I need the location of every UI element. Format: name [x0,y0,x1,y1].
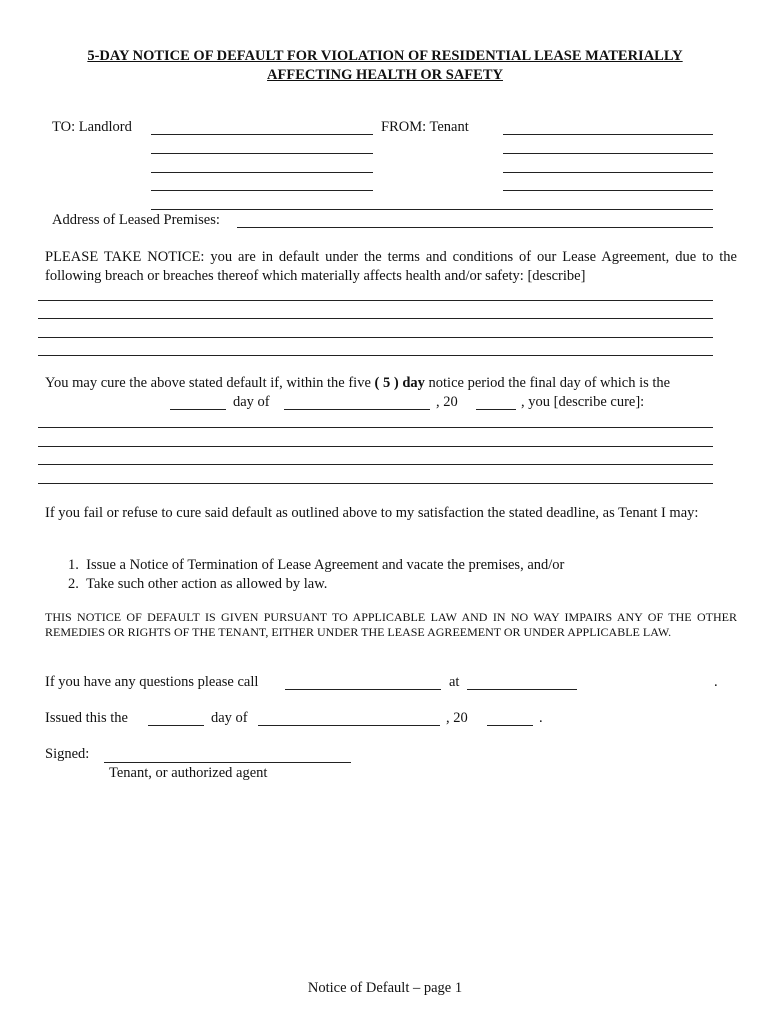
issued-year-prefix: , 20 [446,710,468,726]
issued-period: . [539,710,543,726]
page-footer: Notice of Default – page 1 [307,980,463,996]
signature-caption: Tenant, or authorized agent [109,765,268,781]
cure-line-4[interactable] [38,483,713,484]
landlord-name-line[interactable] [151,134,373,135]
cure-period-bold: ( 5 ) day [374,375,425,391]
questions-phone-line[interactable] [467,689,577,690]
list-item-text: Issue a Notice of Termination of Lease Agreement and vacate the premises, and/or [86,557,565,573]
landlord-address-line-1[interactable] [151,153,373,154]
cure-day-line[interactable] [170,409,226,410]
failure-paragraph: If you fail or refuse to cure said default as outlined above to my satisfaction the stated deadline, as Tenant I may: [45,505,699,521]
signed-label: Signed: [45,746,90,762]
breach-line-3[interactable] [38,337,713,338]
tenant-name-line[interactable] [503,134,713,135]
cure-describe: , you [describe cure]: [521,394,645,410]
from-tenant-label: FROM: Tenant [381,119,469,135]
cure-line-1[interactable] [38,427,713,428]
list-item-text: Take such other action as allowed by law. [86,576,328,592]
cure-year-prefix: , 20 [436,394,458,410]
list-item-number: 1. [68,557,79,573]
tenant-address-line-1[interactable] [503,153,713,154]
issued-day-of: day of [211,710,248,726]
list-item-number: 2. [68,576,79,592]
legal-paragraph: THIS NOTICE OF DEFAULT IS GIVEN PURSUANT TO APPLICABLE LAW AND IN NO WAY IMPAIRS ANY OF THE OTHER REMEDIES OR RIGHTS OF THE TENANT, EITHER UNDER THE LEASE AGREEMENT OR UNDER APPLICABLE LAW. [45,610,737,639]
questions-name-line[interactable] [285,689,441,690]
landlord-address-line-3[interactable] [151,190,373,191]
cure-text-start: You may cure the above stated default if, within the five [45,375,375,391]
questions-text: If you have any questions please call [45,674,259,690]
questions-at: at [449,674,460,690]
tenant-address-line-3[interactable] [503,190,713,191]
cure-text-end: notice period the final day of which is the [424,375,671,391]
cure-line-2[interactable] [38,446,713,447]
title-line-1: 5-DAY NOTICE OF DEFAULT FOR VIOLATION OF RESIDENTIAL LEASE MATERIALLY [87,48,683,64]
parties-separator-line [151,209,713,210]
cure-year-line[interactable] [476,409,516,410]
list-item [68,557,564,574]
title-line-2: AFFECTING HEALTH OR SAFETY [267,67,503,83]
breach-line-1[interactable] [38,300,713,301]
issued-month-line[interactable] [258,725,440,726]
issued-day-line[interactable] [148,725,204,726]
list-item [68,576,327,593]
to-landlord-label: TO: Landlord [52,119,132,135]
issued-year-line[interactable] [487,725,533,726]
cure-text [45,375,670,392]
cure-month-line[interactable] [284,409,430,410]
cure-line-3[interactable] [38,464,713,465]
document-title [40,47,730,85]
tenant-address-line-2[interactable] [503,172,713,173]
address-line[interactable] [237,227,713,228]
landlord-address-line-2[interactable] [151,172,373,173]
notice-paragraph: PLEASE TAKE NOTICE: you are in default under the terms and conditions of our Lease Agreement, due to the following breach or breaches thereof which materially affects health and/or safety: [describe] [45,249,737,284]
breach-line-4[interactable] [38,355,713,356]
breach-line-2[interactable] [38,318,713,319]
cure-day-of: day of [233,394,270,410]
address-label: Address of Leased Premises: [52,212,220,228]
issued-text: Issued this the [45,710,128,726]
questions-period: . [714,674,718,690]
signature-line[interactable] [104,762,351,763]
